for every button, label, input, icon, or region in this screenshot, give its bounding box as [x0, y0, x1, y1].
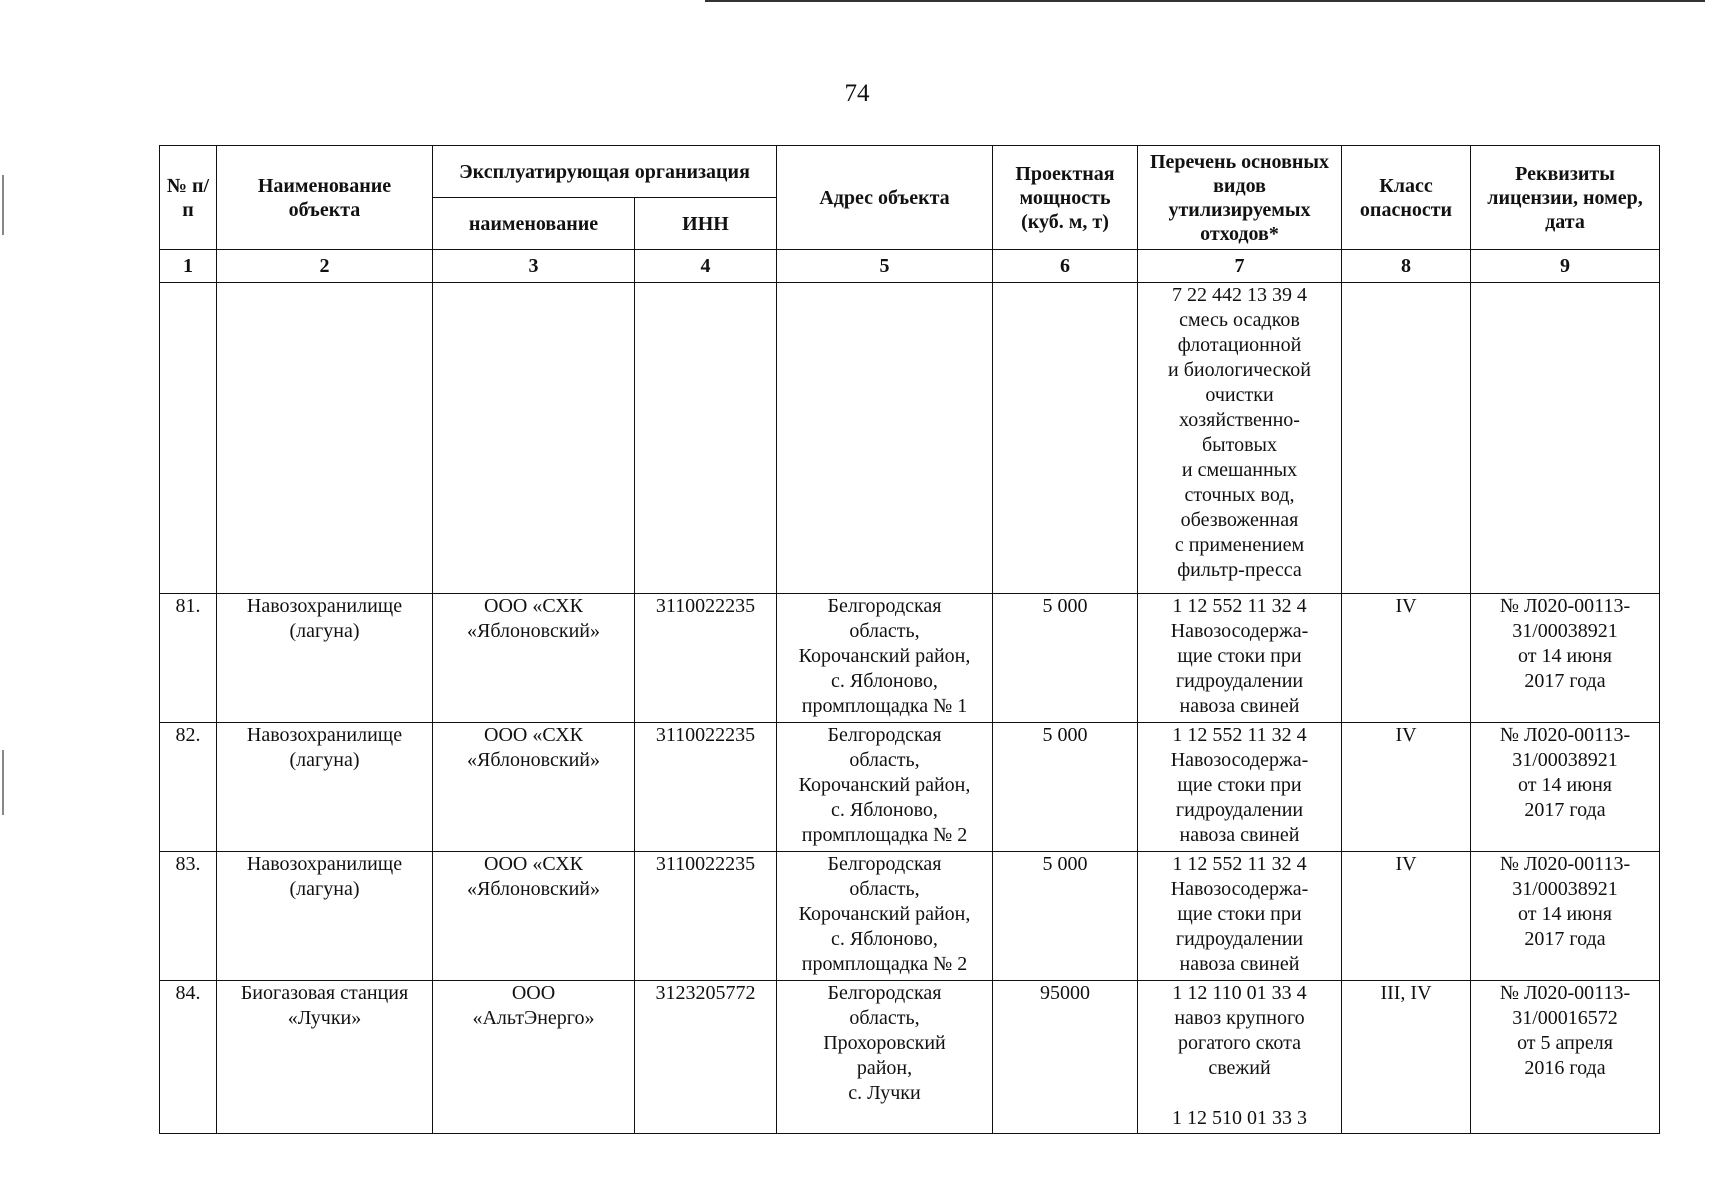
cell-org: ООО «СХК «Яблоновский»: [433, 594, 635, 723]
cell-inn: 3110022235: [635, 852, 777, 981]
header-object-name: Наименование объекта: [217, 146, 433, 250]
cell-capacity: 5 000: [993, 723, 1138, 852]
column-number: 4: [635, 250, 777, 283]
cell-waste: 7 22 442 13 39 4 смесь осадков флотационной и биологической очистки хозяйственно- бытовых и смешанных сточных вод, обезвоженная с применением фильтр-пресса: [1138, 283, 1342, 594]
cell-hazard: IV: [1342, 852, 1471, 981]
cell-num: 82.: [160, 723, 217, 852]
waste-facilities-table: [159, 145, 1660, 1134]
left-margin-mark: [2, 750, 4, 815]
cell-num: 84.: [160, 981, 217, 1134]
cell-waste: 1 12 552 11 32 4 Навозосодержа- щие стоки при гидроудалении навоза свиней: [1138, 723, 1342, 852]
cell-inn: 3110022235: [635, 723, 777, 852]
cell-license: № Л020-00113- 31/00038921 от 14 июня 2017 года: [1471, 723, 1660, 852]
cell-capacity: 95000: [993, 981, 1138, 1134]
cell-address: [777, 283, 993, 594]
cell-name: Навозохранилище (лагуна): [217, 852, 433, 981]
cell-hazard: IV: [1342, 594, 1471, 723]
column-number: 5: [777, 250, 993, 283]
table-row: [160, 852, 1660, 981]
cell-license: № Л020-00113- 31/00038921 от 14 июня 2017 года: [1471, 852, 1660, 981]
cell-name: Навозохранилище (лагуна): [217, 594, 433, 723]
column-number: 6: [993, 250, 1138, 283]
table-row: [160, 723, 1660, 852]
header-capacity: Проектная мощность (куб. м, т): [993, 146, 1138, 250]
cell-hazard: III, IV: [1342, 981, 1471, 1134]
cell-org: ООО «АльтЭнерго»: [433, 981, 635, 1134]
cell-num: 83.: [160, 852, 217, 981]
cell-waste: 1 12 552 11 32 4 Навозосодержа- щие стоки при гидроудалении навоза свиней: [1138, 852, 1342, 981]
cell-hazard: IV: [1342, 723, 1471, 852]
header-address: Адрес объекта: [777, 146, 993, 250]
header-waste-types: Перечень основных видов утилизируемых отходов*: [1138, 146, 1342, 250]
left-margin-mark: [2, 175, 4, 235]
header-row: [160, 146, 1660, 198]
cell-name: [217, 283, 433, 594]
continuation-row: [160, 283, 1660, 594]
cell-capacity: 5 000: [993, 594, 1138, 723]
column-number: 3: [433, 250, 635, 283]
header-num: № п/п: [160, 146, 217, 250]
column-number: 2: [217, 250, 433, 283]
header-license: Реквизиты лицензии, номер, дата: [1471, 146, 1660, 250]
cell-inn: 3110022235: [635, 594, 777, 723]
cell-hazard: [1342, 283, 1471, 594]
cell-name: Биогазовая станция «Лучки»: [217, 981, 433, 1134]
page-number: 74: [844, 80, 870, 107]
cell-inn: [635, 283, 777, 594]
column-number: 7: [1138, 250, 1342, 283]
cell-num: 81.: [160, 594, 217, 723]
cell-license: [1471, 283, 1660, 594]
cell-address: Белгородская область, Корочанский район, с. Яблоново, промплощадка № 1: [777, 594, 993, 723]
table-row: [160, 594, 1660, 723]
table-row: [160, 981, 1660, 1134]
cell-org: ООО «СХК «Яблоновский»: [433, 723, 635, 852]
cell-license: № Л020-00113- 31/00038921 от 14 июня 2017 года: [1471, 594, 1660, 723]
column-number: 8: [1342, 250, 1471, 283]
cell-name: Навозохранилище (лагуна): [217, 723, 433, 852]
header-org-name: наименование: [433, 198, 635, 250]
column-number: 1: [160, 250, 217, 283]
cell-capacity: 5 000: [993, 852, 1138, 981]
header-hazard-class: Класс опасности: [1342, 146, 1471, 250]
cell-inn: 3123205772: [635, 981, 777, 1134]
column-number-row: [160, 250, 1660, 283]
cell-address: Белгородская область, Прохоровский район, с. Лучки: [777, 981, 993, 1134]
header-operating-organization: Эксплуатирующая организация: [433, 146, 777, 198]
cell-license: № Л020-00113- 31/00016572 от 5 апреля 2016 года: [1471, 981, 1660, 1134]
cell-address: Белгородская область, Корочанский район, с. Яблоново, промплощадка № 2: [777, 852, 993, 981]
header-inn: ИНН: [635, 198, 777, 250]
cell-waste: 1 12 110 01 33 4 навоз крупного рогатого скота свежий 1 12 510 01 33 3: [1138, 981, 1342, 1134]
cell-org: ООО «СХК «Яблоновский»: [433, 852, 635, 981]
cell-capacity: [993, 283, 1138, 594]
cell-num: [160, 283, 217, 594]
column-number: 9: [1471, 250, 1660, 283]
cell-waste: 1 12 552 11 32 4 Навозосодержа- щие стоки при гидроудалении навоза свиней: [1138, 594, 1342, 723]
cell-org: [433, 283, 635, 594]
top-edge-rule: [705, 0, 1705, 2]
cell-address: Белгородская область, Корочанский район, с. Яблоново, промплощадка № 2: [777, 723, 993, 852]
